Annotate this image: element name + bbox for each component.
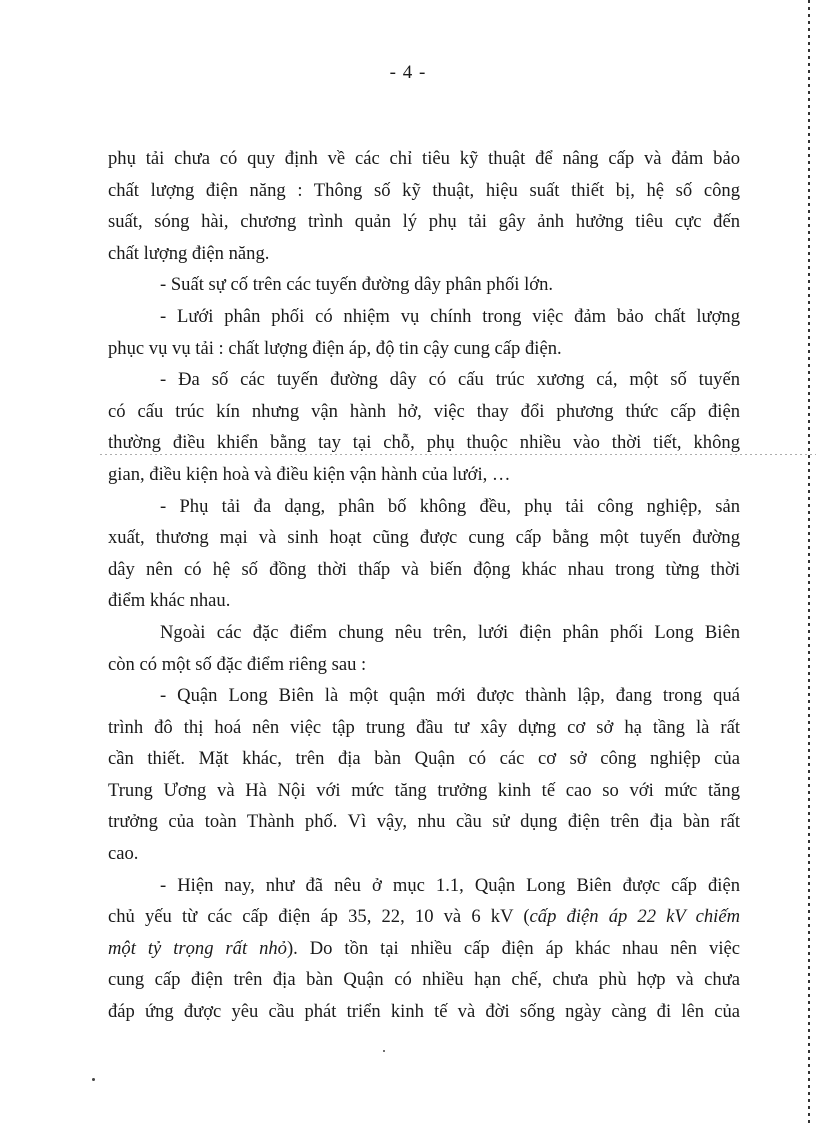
- text-line: điểm khác nhau.: [108, 590, 231, 612]
- text-line: chất lượng điện năng.: [108, 242, 270, 264]
- text-line: còn có một số đặc điểm riêng sau :: [108, 653, 367, 675]
- paragraph-power-load: [108, 143, 740, 269]
- paragraph-grid-mission: [108, 301, 740, 364]
- text-line: đáp ứng được yêu cầu phát triển kinh tế và đời sống ngày càng đi lên của: [108, 1001, 740, 1023]
- text-line: [108, 901, 740, 933]
- text-line: phục vụ vụ tải : chất lượng điện áp, độ tin cậy cung cấp điện.: [108, 337, 562, 359]
- text-line: gian, điều kiện hoà và điều kiện vận hành của lưới, …: [108, 463, 511, 485]
- italic-note: cấp điện áp 22 kV chiếm: [529, 906, 740, 928]
- body-text: [108, 143, 740, 1028]
- paragraph-voltage-levels: [108, 870, 740, 1028]
- text-line: - Phụ tải đa dạng, phân bố không đều, phụ tải công nghiệp, sản: [160, 495, 740, 517]
- text-run: chủ yếu từ các cấp điện áp 35, 22, 10 và 6 kV (: [108, 906, 530, 928]
- paragraph-line-structure: [108, 364, 740, 490]
- text-line: - Lưới phân phối có nhiệm vụ chính trong việc đảm bảo chất lượng: [160, 305, 740, 327]
- text-line: [108, 933, 740, 965]
- text-line: dây nên có hệ số đồng thời thấp và biến động khác nhau trong từng thời: [108, 558, 740, 580]
- text-line: suất, sóng hài, chương trình quản lý phụ tải gây ảnh hưởng tiêu cực đến: [108, 211, 740, 233]
- paragraph-fault-rate: [108, 269, 740, 301]
- text-line: Trung Ương và Hà Nội với mức tăng trưởng kinh tế cao so với mức tăng: [108, 779, 740, 801]
- text-line: trưởng của toàn Thành phố. Vì vậy, nhu cầu sử dụng điện trên địa bàn rất: [108, 811, 740, 833]
- text-line: - Suất sự cố trên các tuyến đường dây phân phối lớn.: [160, 274, 554, 296]
- text-line: có cấu trúc kín nhưng vận hành hở, việc thay đổi phương thức cấp điện: [108, 400, 740, 422]
- scan-speck: [383, 1050, 385, 1052]
- text-line: cung cấp điện trên địa bàn Quận có nhiều hạn chế, chưa phù hợp và chưa: [108, 969, 740, 991]
- text-line: phụ tải chưa có quy định về các chỉ tiêu kỹ thuật để nâng cấp và đảm bảo: [108, 148, 740, 169]
- page-number: - 4 -: [389, 62, 427, 83]
- scan-speck: [92, 1078, 95, 1081]
- text-line: cần thiết. Mặt khác, trên địa bàn Quận có các cơ sở công nghiệp của: [108, 748, 740, 770]
- text-line: thường điều khiển bằng tay tại chỗ, phụ thuộc nhiều vào thời tiết, không: [108, 432, 740, 454]
- page-edge: [808, 0, 810, 1123]
- paragraph-long-bien-intro: [108, 617, 740, 680]
- text-line: xuất, thương mại và sinh hoạt cũng được cung cấp bằng một tuyến đường: [108, 527, 740, 549]
- paragraph-diverse-load: [108, 491, 740, 617]
- text-run: ). Do tồn tại nhiều cấp điện áp khác nhau nên việc: [286, 937, 740, 959]
- paragraph-new-district: [108, 680, 740, 870]
- italic-note: một tỷ trọng rất nhỏ: [108, 937, 287, 959]
- text-line: - Hiện nay, như đã nêu ở mục 1.1, Quận Long Biên được cấp điện: [160, 874, 740, 896]
- text-line: chất lượng điện năng : Thông số kỹ thuật, hiệu suất thiết bị, hệ số công: [108, 179, 740, 201]
- text-line: trình đô thị hoá nên việc tập trung đầu tư xây dựng cơ sở hạ tầng là rất: [108, 716, 740, 738]
- text-line: Ngoài các đặc điểm chung nêu trên, lưới điện phân phối Long Biên: [160, 621, 740, 643]
- text-line: cao.: [108, 843, 139, 865]
- text-line: - Quận Long Biên là một quận mới được thành lập, đang trong quá: [160, 685, 740, 707]
- text-line: - Đa số các tuyến đường dây có cấu trúc xương cá, một số tuyến: [160, 369, 740, 391]
